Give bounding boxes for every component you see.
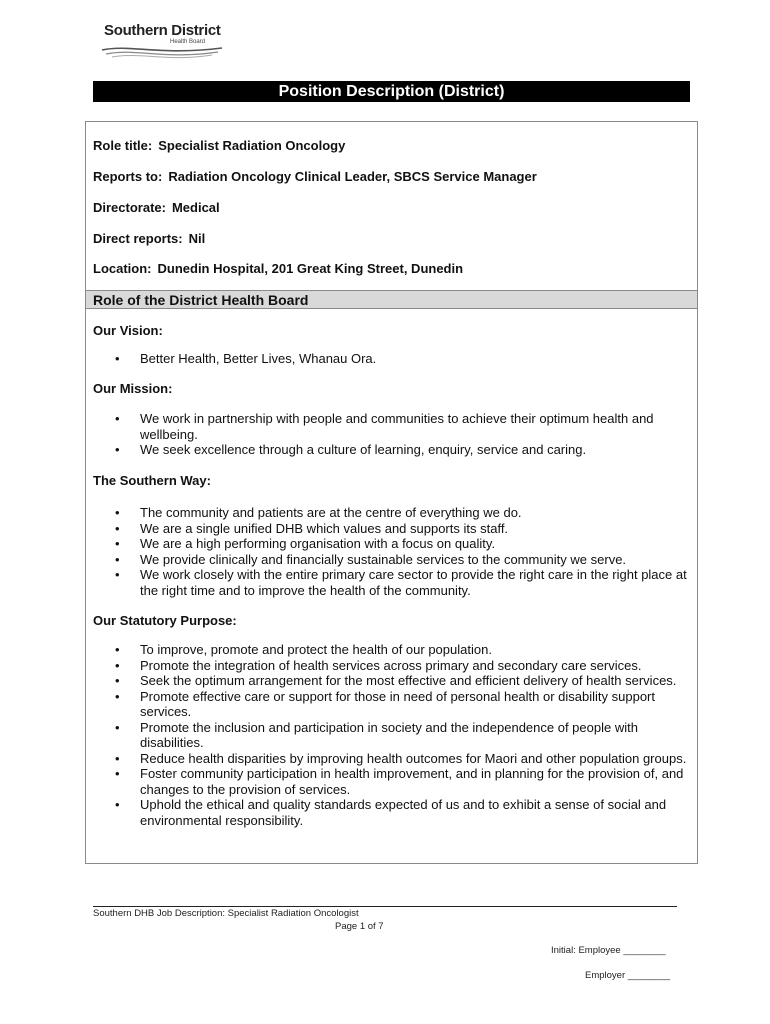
list-item: • We provide clinically and financially sustainable services to the community we serve. bbox=[115, 551, 627, 567]
bullet-icon: • bbox=[115, 719, 120, 735]
logo-subtitle: Health Board bbox=[170, 39, 206, 45]
direct-reports-field bbox=[93, 231, 205, 246]
location-label: Location: bbox=[93, 261, 152, 276]
directorate-label: Directorate: bbox=[93, 200, 166, 215]
bullet-icon: • bbox=[115, 536, 120, 551]
mission-heading: Our Mission: bbox=[93, 381, 173, 396]
reports-to-value: Radiation Oncology Clinical Leader, SBCS Service Manager bbox=[168, 169, 537, 184]
list-item: • Better Health, Better Lives, Whanau Ora. bbox=[115, 351, 377, 366]
bullet-icon: • bbox=[115, 797, 120, 812]
logo-wave-icon bbox=[100, 42, 225, 60]
vision-heading: Our Vision: bbox=[93, 323, 163, 338]
location-field bbox=[93, 261, 463, 276]
southern-way-list bbox=[93, 505, 693, 598]
bullet-icon: • bbox=[115, 673, 120, 688]
bullet-icon: • bbox=[115, 411, 120, 426]
list-item: • To improve, promote and protect the health of our population. bbox=[115, 642, 492, 657]
directorate-field bbox=[93, 200, 220, 215]
role-title-value: Specialist Radiation Oncology bbox=[158, 138, 346, 153]
list-item: • Foster community participation in health improvement, and in planning for the provision of, and changes to the provision of services. bbox=[115, 766, 684, 797]
list-item: • We are a single unified DHB which values and supports its staff. bbox=[115, 520, 509, 536]
reports-to-label: Reports to: bbox=[93, 169, 163, 184]
footer-doc-title: Southern DHB Job Description: Specialist Radiation Oncologist bbox=[93, 908, 359, 919]
footer-divider bbox=[93, 906, 677, 907]
logo bbox=[100, 20, 230, 64]
list-item: • The community and patients are at the centre of everything we do. bbox=[115, 505, 522, 520]
direct-reports-value: Nil bbox=[188, 231, 206, 246]
list-item: • Promote the inclusion and participation in society and the independence of people with disabilities. bbox=[115, 719, 638, 750]
direct-reports-label: Direct reports: bbox=[93, 231, 183, 246]
bullet-icon: • bbox=[115, 442, 120, 457]
directorate-value: Medical bbox=[171, 200, 220, 215]
list-item: • We seek excellence through a culture of learning, enquiry, service and caring. bbox=[115, 442, 587, 457]
bullet-icon: • bbox=[115, 766, 120, 781]
role-title-field bbox=[93, 138, 345, 153]
bullet-icon: • bbox=[115, 520, 120, 536]
role-title-label: Role title: bbox=[93, 138, 153, 153]
bullet-icon: • bbox=[115, 567, 120, 582]
logo-name: Southern District bbox=[104, 22, 221, 39]
section-heading: Role of the District Health Board bbox=[86, 291, 697, 309]
statutory-heading: Our Statutory Purpose: bbox=[93, 613, 237, 628]
mission-list bbox=[93, 411, 693, 458]
southern-way-heading: The Southern Way: bbox=[93, 473, 211, 488]
list-item: • Uphold the ethical and quality standards expected of us and to exhibit a sense of social and environmental responsibility. bbox=[115, 797, 667, 828]
list-item: • We are a high performing organisation with a focus on quality. bbox=[115, 536, 496, 551]
employer-initial: Employer ________ bbox=[585, 970, 671, 981]
vision-list bbox=[93, 351, 693, 367]
page-title: Position Description (District) bbox=[93, 81, 690, 102]
list-item: • Reduce health disparities by improving health outcomes for Maori and other population groups. bbox=[115, 750, 687, 766]
list-item: • Promote the integration of health services across primary and secondary care services. bbox=[115, 657, 642, 673]
bullet-icon: • bbox=[115, 351, 120, 366]
list-item: • Promote effective care or support for those in need of personal health or disability support services. bbox=[115, 688, 655, 719]
bullet-icon: • bbox=[115, 551, 120, 567]
list-item: • Seek the optimum arrangement for the most effective and efficient delivery of health services. bbox=[115, 673, 677, 688]
reports-to-field bbox=[93, 169, 537, 184]
bullet-icon: • bbox=[115, 688, 120, 704]
bullet-icon: • bbox=[115, 750, 120, 766]
statutory-list bbox=[93, 642, 693, 828]
bullet-icon: • bbox=[115, 642, 120, 657]
bullet-icon: • bbox=[115, 657, 120, 673]
page-number: Page 1 of 7 bbox=[335, 921, 384, 932]
list-item: • We work closely with the entire primary care sector to provide the right care in the right place at the right time and to improve the health of the community. bbox=[115, 567, 687, 598]
location-value: Dunedin Hospital, 201 Great King Street, Dunedin bbox=[157, 261, 464, 276]
initial-employee: Initial: Employee ________ bbox=[551, 945, 666, 956]
list-item: • We work in partnership with people and communities to achieve their optimum health and wellbeing. bbox=[115, 411, 654, 442]
bullet-icon: • bbox=[115, 505, 120, 520]
